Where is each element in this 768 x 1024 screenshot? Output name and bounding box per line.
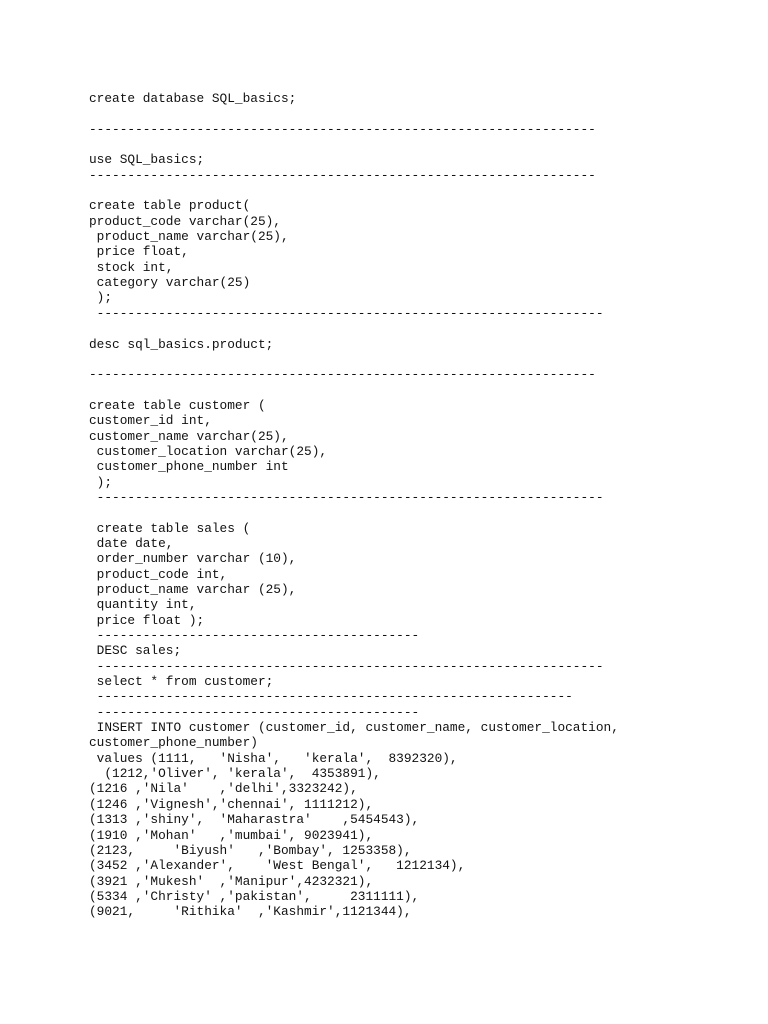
code-line: create table product(	[89, 198, 251, 214]
separator-line: ------------------------------------------------------------------	[89, 658, 604, 674]
blank-line	[89, 352, 749, 367]
code-line: select * from customer;	[89, 674, 274, 690]
separator-line: ------------------------------------------------------------------	[89, 121, 596, 137]
separator-line: ------------------------------------------------------------------	[89, 305, 604, 321]
separator-line: ------------------------------------------------------------------	[89, 489, 604, 505]
code-line: create table sales (	[89, 520, 251, 536]
code-line: (1216 ,'Nila' ,'delhi',3323242),	[89, 781, 358, 797]
separator-line: ------------------------------------------------------------------	[89, 367, 596, 383]
code-line: create database SQL_basics;	[89, 91, 297, 106]
code-line: quantity int,	[89, 597, 197, 613]
code-line: product_code int,	[89, 566, 228, 582]
blank-line	[89, 505, 749, 520]
code-line: product_code varchar(25),	[89, 213, 281, 229]
code-line: customer_phone_number)	[89, 735, 258, 751]
code-line: (1246 ,'Vignesh','chennai', 1111212),	[89, 796, 374, 812]
blank-line	[89, 137, 749, 152]
separator-line: ------------------------------------------	[89, 704, 420, 720]
code-line: stock int,	[89, 259, 174, 275]
code-line: customer_name varchar(25),	[89, 428, 289, 444]
code-line: customer_location varchar(25),	[89, 443, 328, 459]
code-line: (9021, 'Rithika' ,'Kashmir',1121344),	[89, 904, 412, 920]
blank-line	[89, 383, 749, 398]
code-line: );	[89, 474, 113, 490]
blank-line	[89, 321, 749, 336]
code-line: price float );	[89, 612, 205, 628]
code-line: category varchar(25)	[89, 275, 251, 291]
code-line: product_name varchar(25),	[89, 229, 289, 245]
code-line: );	[89, 290, 113, 306]
code-line: values (1111, 'Nisha', 'kerala', 8392320),	[89, 750, 458, 766]
code-line: (3452 ,'Alexander', 'West Bengal', 1212134),	[89, 858, 466, 874]
code-line: product_name varchar (25),	[89, 582, 297, 597]
code-line: (1212,'Oliver', 'kerala', 4353891),	[89, 766, 381, 782]
code-line: date date,	[89, 535, 174, 551]
blank-line	[89, 183, 749, 198]
code-line: DESC sales;	[89, 643, 182, 659]
code-line: desc sql_basics.product;	[89, 336, 274, 352]
code-line: customer_id int,	[89, 413, 212, 429]
sql-code-block	[89, 91, 749, 920]
separator-line: --------------------------------------------------------------	[89, 689, 573, 705]
code-line: (2123, 'Biyush' ,'Bombay', 1253358),	[89, 842, 412, 858]
separator-line: ------------------------------------------	[89, 628, 420, 644]
code-line: order_number varchar (10),	[89, 551, 297, 567]
code-line: (3921 ,'Mukesh' ,'Manipur',4232321),	[89, 873, 374, 889]
code-line: price float,	[89, 244, 189, 260]
code-line: customer_phone_number int	[89, 459, 289, 475]
code-line: INSERT INTO customer (customer_id, customer_name, customer_location,	[89, 720, 619, 736]
blank-line	[89, 106, 749, 121]
code-line: (1313 ,'shiny', 'Maharastra' ,5454543),	[89, 812, 420, 828]
code-line: (5334 ,'Christy' ,'pakistan', 2311111),	[89, 888, 420, 904]
code-line: use SQL_basics;	[89, 152, 205, 168]
separator-line: ------------------------------------------------------------------	[89, 167, 596, 183]
code-line: (1910 ,'Mohan' ,'mumbai', 9023941),	[89, 827, 374, 843]
code-line: create table customer (	[89, 397, 266, 413]
